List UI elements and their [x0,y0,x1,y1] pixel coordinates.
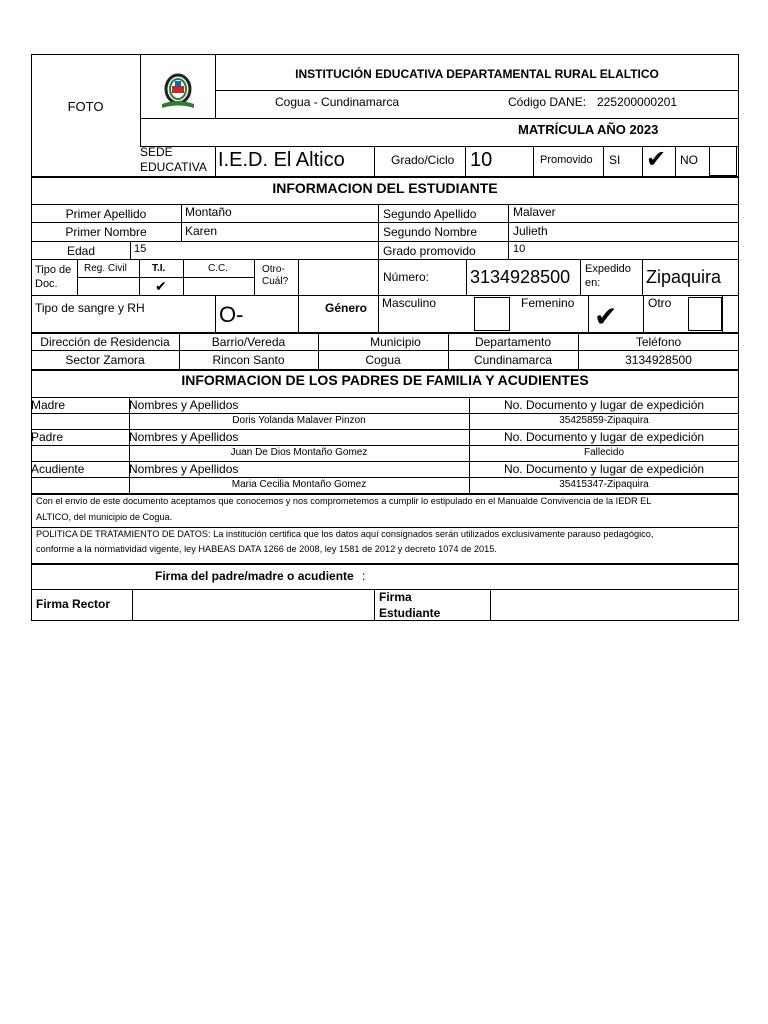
municipality-header: Municipio [370,335,421,349]
first-name-label: Primer Nombre [65,225,147,239]
parent-name: Maria Cecilia Montaño Gomez [231,479,367,490]
col-divider [643,295,644,333]
col-divider [298,259,299,295]
doc-type-label: Doc. [35,278,58,290]
row-divider [465,146,466,177]
first-surname-value: Montaño [185,205,232,219]
department-header: Departamento [474,335,552,349]
row-divider [675,146,676,177]
col-divider [722,295,723,333]
first-name-value: Karen [185,224,218,238]
district-header: Barrio/Vereda [211,335,286,349]
issued-value: Zipaquira [646,267,722,287]
col-divider [298,295,299,333]
department-value: Cundinamarca [473,353,553,367]
no-label: NO [680,153,698,167]
header-divider [140,118,739,119]
number-label: Número: [383,270,430,284]
second-surname-label: Segundo Apellido [383,207,477,221]
col-divider [181,204,182,241]
dane-label: Código DANE: [508,95,587,109]
row-divider [215,146,216,177]
row-divider [603,146,604,177]
parent-doc: Fallecido [583,447,625,458]
sede-label: SEDE [140,145,173,159]
parent-doc: 35425859-Zipaquira [559,415,649,426]
promoted-yes-check[interactable]: ✔ [646,146,667,173]
col-divider [374,589,375,621]
blood-label: Tipo de sangre y RH [35,301,145,315]
doc-cc-label: C.C. [208,263,228,274]
promoted-grade-label: Grado promovido [383,244,476,258]
female-label: Femenino [521,296,575,310]
student-signature-label: Firma [379,590,412,604]
doc-other-label: Otro- [262,264,285,275]
row-divider [31,445,739,446]
promoted-grade-value: 10 [513,243,526,255]
second-surname-value: Malaver [513,205,556,219]
location: Cogua - Cundinamarca [275,95,400,109]
grade-value: 10 [470,149,493,171]
parent-signature-label: Firma del padre/madre o acudiente [155,569,354,583]
parent-role: Acudiente [31,462,85,476]
sede-value: I.E.D. El Altico [218,149,345,171]
grade-label: Grado/Ciclo [391,153,455,167]
col-divider [508,204,509,259]
district-value: Rincon Santo [212,353,285,367]
phone-value: 3134928500 [625,353,692,367]
names-header: Nombres y Apellidos [129,462,239,476]
doc-other-label: Cuál? [262,276,289,287]
first-surname-label: Primer Apellido [65,207,147,221]
issued-label: en: [585,277,601,289]
parent-role: Madre [31,398,66,412]
sede-label: EDUCATIVA [140,160,207,174]
parent-doc: 35415347-Zipaquira [559,479,649,490]
policy-text: POLITICA DE TRATAMIENTO DE DATOS: La institución certifica que los datos aquí consignados serán utilizados exclusivamente parauso pedagógico, [36,529,654,539]
student-signature-label: Estudiante [379,606,441,620]
number-value: 3134928500 [470,267,571,287]
gender-label: Género [325,301,368,315]
address-header: Dirección de Residencia [40,335,170,349]
col-divider [215,295,216,333]
header-divider [215,90,739,91]
doc-header: No. Documento y lugar de expedición [503,398,705,412]
parent-name: Juan De Dios Montaño Gomez [230,447,368,458]
col-divider [254,259,255,295]
row-divider [31,222,739,223]
col-divider [378,204,379,333]
student-signature-field[interactable] [491,590,738,620]
promoted-label: Promovido [540,154,593,166]
rector-signature-field[interactable] [133,590,374,620]
doc-ti-label: T.I. [152,263,166,274]
row-divider [31,204,739,205]
doc-reg-civil-label: Reg. Civil [84,263,127,274]
other-gender-label: Otro [648,296,672,310]
row-divider [374,146,375,177]
male-checkbox[interactable] [474,297,510,331]
phone-header: Teléfono [635,335,682,349]
cc-checkbox[interactable] [184,278,254,295]
issued-label: Expedido [585,263,631,275]
row-divider [31,413,739,414]
doc-ti-check[interactable]: ✔ [155,278,167,294]
col-divider [466,259,467,295]
parents-section-title: INFORMACION DE LOS PADRES DE FAMILIA Y ACUDIENTES [181,372,589,388]
male-label: Masculino [382,296,437,310]
reg-civil-checkbox[interactable] [78,278,139,295]
row-divider [31,259,739,260]
doc-type-label: Tipo de [35,264,72,276]
rector-signature-label: Firma Rector [36,597,111,611]
agreement-text: ALTICO, del municipio de Cogua. [36,512,173,522]
header-divider [215,54,216,118]
row-divider [533,146,534,177]
address-value: Sector Zamora [65,353,145,367]
col-divider [580,259,581,295]
doc-header: No. Documento y lugar de expedición [503,430,705,444]
row-divider [31,241,739,242]
institution-name: INSTITUCIÓN EDUCATIVA DEPARTAMENTAL RURAL ELALTICO [295,67,659,81]
student-section-title: INFORMACION DEL ESTUDIANTE [272,180,498,196]
parent-name: Doris Yolanda Malaver Pinzon [232,415,366,426]
doc-header: No. Documento y lugar de expedición [503,462,705,476]
enrollment-title: MATRÍCULA AÑO 2023 [518,122,659,137]
row-divider [642,146,643,177]
dane-code: 225200000201 [597,95,678,109]
row-divider [31,350,739,351]
female-check[interactable]: ✔ [594,301,618,332]
municipality-value: Cogua [365,353,401,367]
yes-label: SI [609,153,621,167]
policy-text: conforme a la normatividad vigente, ley HABEAS DATA 1266 de 2008, ley 1581 de 2012 y decreto 1074 de 2015. [36,544,497,554]
col-divider [642,259,643,295]
blood-value: O- [219,302,244,327]
age-label: Edad [67,244,96,258]
names-header: Nombres y Apellidos [129,398,239,412]
no-checkbox[interactable] [709,146,737,176]
agreement-text: Con el envío de este documento aceptamos que conocemos y nos comprometemos a cumplir lo estipulado en el Manualde Convivencia de la IEDR EL [36,496,652,506]
col-divider [130,241,131,259]
age-value: 15 [134,243,147,255]
second-name-label: Segundo Nombre [383,225,478,239]
names-header: Nombres y Apellidos [129,430,239,444]
header-divider [140,54,141,146]
school-shield-icon [158,70,198,112]
parent-signature-colon: : [362,569,366,583]
photo-label: FOTO [67,99,104,114]
col-divider [588,295,589,333]
row-divider [31,477,739,478]
parent-role: Padre [31,430,64,444]
other-gender-checkbox[interactable] [688,297,722,331]
second-name-value: Julieth [513,224,548,238]
